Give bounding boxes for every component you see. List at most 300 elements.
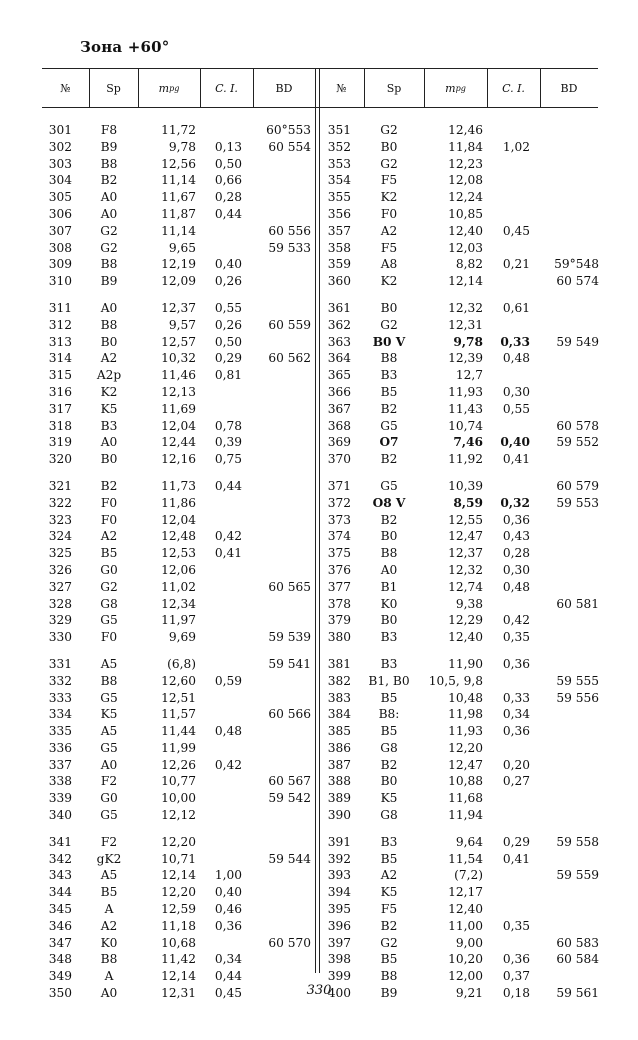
row-number: 329 [48,613,72,628]
magnitude: 12,16 [161,452,196,467]
spectral-type: A2p [96,368,122,383]
row-number: 311 [48,300,72,315]
table-row [42,256,315,273]
row-group [319,478,598,646]
table-row [319,122,598,139]
table-row [319,273,598,290]
color-index: 0,48 [214,724,242,739]
row-number: 365 [327,368,351,383]
row-number: 367 [327,401,351,416]
spectral-type: G8 [100,596,118,611]
table-row [319,579,598,596]
table-row [42,139,315,156]
row-group [319,300,598,468]
row-group [42,834,315,1002]
color-index: 0,75 [214,452,242,467]
color-index: 0,21 [502,257,530,272]
bd-number: 60 574 [556,274,599,289]
magnitude: 10,74 [448,418,483,433]
magnitude: 11,86 [161,495,196,510]
table-row [42,951,315,968]
magnitude: 12,13 [161,384,196,399]
table-row [42,690,315,707]
row-number: 370 [327,452,351,467]
spectral-type: B5 [100,885,118,900]
color-index: 0,28 [502,546,530,561]
bd-number: 60 578 [556,418,599,433]
spectral-type: G5 [100,740,118,755]
table-row [42,350,315,367]
right-star-table [319,122,598,1012]
color-index: 0,41 [214,546,242,561]
row-number: 327 [48,579,72,594]
spectral-type: B9 [100,139,118,154]
bd-number: 59 558 [556,834,599,849]
bd-number: 60 559 [268,317,311,332]
table-row [42,612,315,629]
row-number: 395 [327,902,351,917]
magnitude: 12,06 [161,562,196,577]
row-number: 387 [327,757,351,772]
table-row [42,656,315,673]
magnitude: 12,55 [448,512,483,527]
spectral-type: B1 [380,579,398,594]
row-number: 341 [48,834,72,849]
spectral-type: A2 [100,529,118,544]
table-row [319,656,598,673]
magnitude: 12,00 [448,969,483,984]
row-number: 304 [48,173,72,188]
color-index: 0,36 [502,952,530,967]
row-number: 301 [48,123,72,137]
spectral-type: G2 [100,223,118,238]
magnitude: 12,56 [161,156,196,171]
table-row [319,240,598,257]
magnitude: 10,32 [161,351,196,366]
table-row [319,156,598,173]
table-row [42,545,315,562]
spectral-type: G2 [380,317,398,332]
row-number: 336 [48,740,72,755]
color-index: 0,39 [214,435,242,450]
spectral-type: F2 [100,834,118,849]
magnitude: 12,08 [448,173,483,188]
table-row [42,317,315,334]
header-mpg: m pg [158,81,180,95]
magnitude: 12,40 [448,630,483,645]
bd-number: 59 539 [268,630,311,645]
color-index: 0,81 [214,368,242,383]
row-number: 373 [327,512,351,527]
bd-number: 60 579 [556,478,599,493]
magnitude: 11,43 [448,401,483,416]
table-row [42,901,315,918]
magnitude: 11,46 [161,368,196,383]
magnitude: 12,17 [448,885,483,900]
magnitude: 9,65 [168,240,196,255]
table-row [42,790,315,807]
row-number: 362 [327,317,351,332]
row-number: 333 [48,690,72,705]
bd-number: 60 581 [556,596,599,611]
row-number: 321 [48,478,72,493]
row-number: 346 [48,918,72,933]
table-row [42,189,315,206]
row-number: 390 [327,808,351,823]
row-number: 379 [327,613,351,628]
row-number: 366 [327,384,351,399]
row-number: 394 [327,885,351,900]
bd-number: 60°553 [266,123,311,137]
spectral-type: B3 [380,368,398,383]
spectral-type: K2 [380,190,398,205]
table-row [319,384,598,401]
color-index: 0,18 [502,986,530,1001]
row-number: 353 [327,156,351,171]
magnitude: 11,97 [161,613,196,628]
spectral-type: B0 [100,452,118,467]
color-index: 0,36 [502,656,530,671]
row-number: 334 [48,707,72,722]
magnitude: 12,04 [161,512,196,527]
table-row [42,512,315,529]
row-number: 307 [48,223,72,238]
table-row [319,867,598,884]
spectral-type: B2 [100,478,118,493]
magnitude: 12,04 [161,418,196,433]
row-number: 310 [48,274,72,289]
table-row [42,740,315,757]
center-double-rule [315,68,316,973]
row-number: 369 [327,435,351,450]
color-index: 0,50 [214,156,242,171]
row-group [42,656,315,824]
bd-number: 59 542 [268,791,311,806]
magnitude: 10,5, 9,8 [428,673,483,688]
row-number: 378 [327,596,351,611]
header-sp: Sp [386,81,402,95]
bd-number: 59 561 [556,986,599,1001]
row-number: 302 [48,139,72,154]
spectral-type: B8 [100,257,118,272]
table-row [319,367,598,384]
row-number: 328 [48,596,72,611]
row-number: 318 [48,418,72,433]
magnitude: 11,69 [161,401,196,416]
magnitude: 10,85 [448,206,483,221]
table-row [42,367,315,384]
row-number: 325 [48,546,72,561]
table-row [42,334,315,351]
magnitude: 7,46 [453,435,483,450]
row-number: 376 [327,562,351,577]
table-row [42,156,315,173]
table-row [319,790,598,807]
color-index: 0,61 [502,300,530,315]
color-index: 0,40 [214,257,242,272]
row-number: 393 [327,868,351,883]
row-number: 385 [327,724,351,739]
table-row [319,300,598,317]
magnitude: 12,47 [448,529,483,544]
magnitude: 12,40 [448,902,483,917]
spectral-type: G5 [100,690,118,705]
spectral-type: B8: [378,707,400,722]
spectral-type: G5 [100,808,118,823]
row-number: 374 [327,529,351,544]
color-index: 0,59 [214,673,242,688]
magnitude: 9,21 [455,986,483,1001]
color-index: 0,26 [214,317,242,332]
spectral-type: O7 [379,435,399,450]
header-sp: Sp [106,81,121,95]
magnitude: 12,32 [448,300,483,315]
row-number: 377 [327,579,351,594]
spectral-type: K5 [380,885,398,900]
spectral-type: O8 V [372,495,406,510]
color-index: 0,29 [214,351,242,366]
spectral-type: G2 [380,123,398,137]
magnitude: 12,14 [448,274,483,289]
table-row [42,451,315,468]
row-number: 364 [327,351,351,366]
spectral-type: F8 [100,123,118,137]
magnitude: 12,59 [161,902,196,917]
spectral-type: A0 [100,986,118,1001]
color-index: 0,36 [214,918,242,933]
magnitude: 9,57 [168,317,196,332]
color-index: 0,35 [502,918,530,933]
magnitude: 12,31 [161,986,196,1001]
row-number: 380 [327,630,351,645]
color-index: 0,48 [502,579,530,594]
table-row [42,867,315,884]
row-number: 305 [48,190,72,205]
magnitude: 12,24 [448,190,483,205]
magnitude: 12,20 [448,740,483,755]
spectral-type: G8 [380,808,398,823]
magnitude: 12,14 [161,969,196,984]
table-row [319,740,598,757]
row-number: 396 [327,918,351,933]
row-number: 351 [327,123,351,137]
table-row [42,223,315,240]
header-top-rule [42,68,598,69]
magnitude: 10,71 [161,851,196,866]
table-row [319,596,598,613]
table-row [319,256,598,273]
spectral-type: A8 [380,257,398,272]
spectral-type: K5 [100,401,118,416]
color-index: 0,55 [502,401,530,416]
table-row [42,851,315,868]
row-number: 348 [48,952,72,967]
color-index: 0,36 [502,724,530,739]
header-ci: C. I. [215,81,238,95]
color-index: 0,35 [502,630,530,645]
magnitude: 12,31 [448,317,483,332]
spectral-type: F0 [100,630,118,645]
table-row [319,807,598,824]
row-group [42,122,315,290]
row-number: 323 [48,512,72,527]
magnitude: 11,42 [161,952,196,967]
spectral-type: A0 [100,206,118,221]
row-number: 349 [48,969,72,984]
magnitude: 12,60 [161,673,196,688]
color-index: 0,48 [502,351,530,366]
spectral-type: G8 [380,740,398,755]
table-row [319,757,598,774]
row-number: 340 [48,808,72,823]
spectral-type: G2 [100,240,118,255]
spectral-type: B0 V [372,334,406,349]
spectral-type: A5 [100,724,118,739]
table-row [42,528,315,545]
magnitude: 11,02 [161,579,196,594]
magnitude: 11,73 [161,478,196,493]
bd-number: 59 541 [268,656,311,671]
row-number: 339 [48,791,72,806]
table-row [319,206,598,223]
magnitude: 11,84 [448,139,483,154]
header-bd: BD [275,81,293,95]
magnitude: 11,72 [161,123,196,137]
table-row [319,528,598,545]
row-number: 309 [48,257,72,272]
row-number: 372 [327,495,351,510]
magnitude: 12,40 [448,223,483,238]
header-ci: C. I. [502,81,525,95]
spectral-type: B3 [100,418,118,433]
row-number: 316 [48,384,72,399]
magnitude: 12,20 [161,834,196,849]
magnitude: 9,38 [455,596,483,611]
spectral-type: B8 [380,969,398,984]
spectral-type: A2 [380,223,398,238]
row-number: 314 [48,351,72,366]
table-row [319,334,598,351]
table-row [42,172,315,189]
magnitude: 11,67 [161,190,196,205]
magnitude: 12,7 [455,368,483,383]
spectral-type: B8 [100,156,118,171]
spectral-type: A0 [100,190,118,205]
magnitude: 12,19 [161,257,196,272]
spectral-type: F0 [100,512,118,527]
row-number: 368 [327,418,351,433]
table-row [42,240,315,257]
table-row [42,834,315,851]
magnitude: 11,18 [161,918,196,933]
color-index: 0,33 [500,334,530,349]
table-row [319,317,598,334]
spectral-type: B2 [380,757,398,772]
table-row [319,401,598,418]
row-number: 388 [327,774,351,789]
spectral-type: A0 [100,757,118,772]
table-row [319,612,598,629]
color-index: 0,43 [502,529,530,544]
bd-number: 60 566 [268,707,311,722]
magnitude: 12,51 [161,690,196,705]
color-index: 0,44 [214,478,242,493]
color-index: 0,40 [500,435,530,450]
table-row [319,773,598,790]
magnitude: 10,48 [448,690,483,705]
magnitude: 12,37 [448,546,483,561]
magnitude: 10,88 [448,774,483,789]
spectral-type: F5 [380,902,398,917]
bd-number: 59 533 [268,240,311,255]
color-index: 0,27 [502,774,530,789]
magnitude: 12,14 [161,868,196,883]
magnitude: 12,20 [161,885,196,900]
color-index: 0,41 [502,851,530,866]
color-index: 0,66 [214,173,242,188]
row-number: 326 [48,562,72,577]
spectral-type: B8 [100,317,118,332]
bd-number: 59 552 [556,435,599,450]
spectral-type: G2 [380,935,398,950]
row-number: 381 [327,656,351,671]
table-row [319,851,598,868]
row-number: 319 [48,435,72,450]
table-row [319,189,598,206]
magnitude: 9,00 [455,935,483,950]
table-row [42,723,315,740]
table-row [319,139,598,156]
table-row [42,495,315,512]
color-index: 0,34 [214,952,242,967]
magnitude: 11,68 [448,791,483,806]
magnitude: 12,47 [448,757,483,772]
row-number: 360 [327,274,351,289]
table-row [42,478,315,495]
bd-number: 59 553 [556,495,599,510]
color-index: 0,45 [214,986,242,1001]
row-number: 358 [327,240,351,255]
spectral-type: B2 [380,452,398,467]
spectral-type: G5 [100,613,118,628]
spectral-type: B0 [100,334,118,349]
spectral-type: F0 [380,206,398,221]
spectral-type: B9 [380,986,398,1001]
table-row [42,757,315,774]
row-number: 397 [327,935,351,950]
spectral-type: B3 [380,656,398,671]
magnitude: 11,14 [161,223,196,238]
table-row [319,690,598,707]
magnitude: 12,44 [161,435,196,450]
color-index: 0,41 [502,452,530,467]
row-number: 383 [327,690,351,705]
spectral-type: B0 [380,300,398,315]
row-number: 322 [48,495,72,510]
magnitude: 10,39 [448,478,483,493]
magnitude: 12,09 [161,274,196,289]
spectral-type: B3 [380,630,398,645]
table-row [319,951,598,968]
spectral-type: A0 [380,562,398,577]
header-no: № [60,81,71,95]
spectral-type: B9 [100,274,118,289]
spectral-type: A2 [100,918,118,933]
spectral-type: F2 [100,774,118,789]
bd-number: 60 554 [268,139,311,154]
magnitude: 11,98 [448,707,483,722]
table-row [319,545,598,562]
